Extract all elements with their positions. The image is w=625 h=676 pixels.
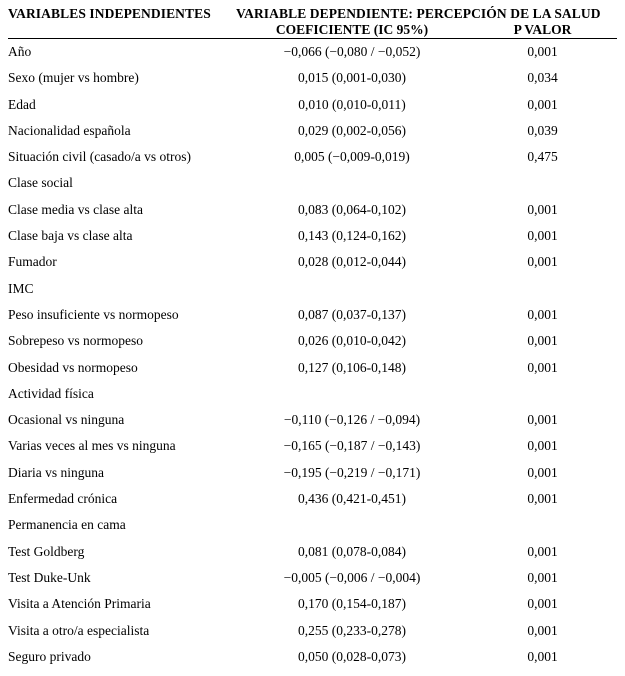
row-variable-label: Sobrepeso vs normopeso [8, 333, 143, 349]
header-coefficient: COEFICIENTE (IC 95%) [275, 22, 429, 37]
row-variable-label: Test Duke-Unk [8, 569, 91, 585]
row-p-value: 0,475 [527, 149, 558, 165]
table-row [8, 492, 617, 518]
row-variable-label: Obesidad vs normopeso [8, 359, 138, 375]
row-coefficient-value: 0,127 (0,106-0,148) [298, 359, 406, 375]
table-row [8, 150, 617, 176]
table-row [8, 387, 617, 413]
row-p-value: 0,001 [527, 412, 558, 428]
regression-results-rows [8, 45, 617, 676]
row-coefficient-value: −0,195 (−0,219 / −0,171) [283, 464, 421, 480]
table-header-row-sub [8, 22, 617, 38]
row-coefficient-value: −0,110 (−0,126 / −0,094) [283, 412, 421, 428]
table-row [8, 98, 617, 124]
row-coefficient-value: 0,026 (0,010-0,042) [298, 333, 406, 349]
row-variable-label: Clase media vs clase alta [8, 201, 143, 217]
row-coefficient-value: −0,165 (−0,187 / −0,143) [283, 438, 421, 454]
row-p-value: 0,001 [527, 596, 558, 612]
table-row [8, 203, 617, 229]
row-p-value: 0,039 [527, 122, 558, 138]
row-coefficient-value: −0,066 (−0,080 / −0,052) [283, 44, 421, 59]
row-p-value: 0,001 [527, 44, 558, 59]
row-variable-label: Clase baja vs clase alta [8, 228, 133, 244]
row-variable-label: Clase social [8, 175, 73, 191]
header-divider [8, 38, 617, 39]
table-row [8, 624, 617, 650]
row-variable-label: Visita a otro/a especialista [8, 622, 150, 638]
row-p-value: 0,001 [527, 96, 558, 112]
row-coefficient-value: −0,005 (−0,006 / −0,004) [283, 569, 421, 585]
row-p-value: 0,001 [527, 438, 558, 454]
table-row [8, 518, 617, 544]
row-coefficient-value: 0,143 (0,124-0,162) [298, 228, 406, 244]
row-variable-label: Test Goldberg [8, 543, 85, 559]
row-variable-label: Nacionalidad española [8, 122, 131, 138]
table-row [8, 282, 617, 308]
header-spacer [8, 22, 236, 38]
table-row [8, 545, 617, 571]
header-p-value: P VALOR [513, 22, 572, 37]
row-p-value: 0,001 [527, 306, 558, 322]
table-row [8, 334, 617, 360]
table-row [8, 229, 617, 255]
row-variable-label: Enfermedad crónica [8, 491, 118, 507]
row-variable-label: Actividad física [8, 385, 94, 401]
row-coefficient-value: 0,170 (0,154-0,187) [298, 596, 406, 612]
row-coefficient-value: 0,050 (0,028-0,073) [298, 648, 406, 664]
table-row [8, 176, 617, 202]
row-coefficient-value [236, 282, 468, 308]
row-variable-label: Varias veces al mes vs ninguna [8, 438, 176, 454]
row-p-value: 0,034 [527, 70, 558, 86]
row-p-value [468, 518, 617, 544]
row-coefficient-value: 0,015 (0,001-0,030) [298, 70, 406, 86]
row-p-value: 0,001 [527, 333, 558, 349]
row-variable-label: Fumador [8, 254, 57, 270]
row-p-value: 0,001 [527, 648, 558, 664]
row-coefficient-value: 0,255 (0,233-0,278) [298, 622, 406, 638]
table-header-row-main [8, 6, 617, 22]
row-coefficient-value [236, 176, 468, 202]
row-variable-label: Situación civil (casado/a vs otros) [8, 149, 191, 165]
table-row [8, 71, 617, 97]
table-row [8, 597, 617, 623]
row-p-value: 0,001 [527, 254, 558, 270]
row-coefficient-value: 0,083 (0,064-0,102) [298, 201, 406, 217]
row-variable-label: Visita a Atención Primaria [8, 596, 151, 612]
row-variable-label: Sexo (mujer vs hombre) [8, 70, 139, 86]
table-row [8, 255, 617, 281]
header-dependent-variable: VARIABLE DEPENDIENTE: PERCEPCIÓN DE LA SALUD [236, 6, 601, 21]
table-row [8, 361, 617, 387]
table-row [8, 571, 617, 597]
row-coefficient-value [236, 387, 468, 413]
table-row [8, 650, 617, 676]
row-p-value: 0,001 [527, 491, 558, 507]
row-variable-label: Permanencia en cama [8, 517, 126, 533]
table-rows-body [8, 45, 617, 676]
header-independent-variables: VARIABLES INDEPENDIENTES [8, 6, 211, 21]
table-row [8, 466, 617, 492]
row-coefficient-value: 0,436 (0,421-0,451) [298, 491, 406, 507]
row-coefficient-value [236, 518, 468, 544]
row-coefficient-value: 0,028 (0,012-0,044) [298, 254, 406, 270]
row-p-value: 0,001 [527, 228, 558, 244]
row-p-value: 0,001 [527, 201, 558, 217]
row-p-value [468, 176, 617, 202]
row-p-value: 0,001 [527, 569, 558, 585]
table-row [8, 45, 617, 71]
row-coefficient-value: 0,005 (−0,009-0,019) [294, 149, 410, 165]
table-row [8, 413, 617, 439]
row-coefficient-value: 0,029 (0,002-0,056) [298, 122, 406, 138]
table-body [8, 6, 617, 38]
row-coefficient-value: 0,087 (0,037-0,137) [298, 306, 406, 322]
regression-results-table [8, 6, 617, 38]
row-variable-label: Diaria vs ninguna [8, 464, 104, 480]
row-variable-label: IMC [8, 280, 34, 296]
row-p-value [468, 282, 617, 308]
row-variable-label: Año [8, 44, 32, 59]
row-coefficient-value: 0,081 (0,078-0,084) [298, 543, 406, 559]
row-coefficient-value: 0,010 (0,010-0,011) [298, 96, 406, 112]
row-variable-label: Seguro privado [8, 648, 91, 664]
row-p-value: 0,001 [527, 464, 558, 480]
row-variable-label: Edad [8, 96, 36, 112]
table-row [8, 124, 617, 150]
row-p-value: 0,001 [527, 543, 558, 559]
table-row [8, 308, 617, 334]
row-p-value: 0,001 [527, 622, 558, 638]
row-variable-label: Peso insuficiente vs normopeso [8, 306, 179, 322]
row-variable-label: Ocasional vs ninguna [8, 412, 125, 428]
table-row [8, 439, 617, 465]
row-p-value [468, 387, 617, 413]
row-p-value: 0,001 [527, 359, 558, 375]
